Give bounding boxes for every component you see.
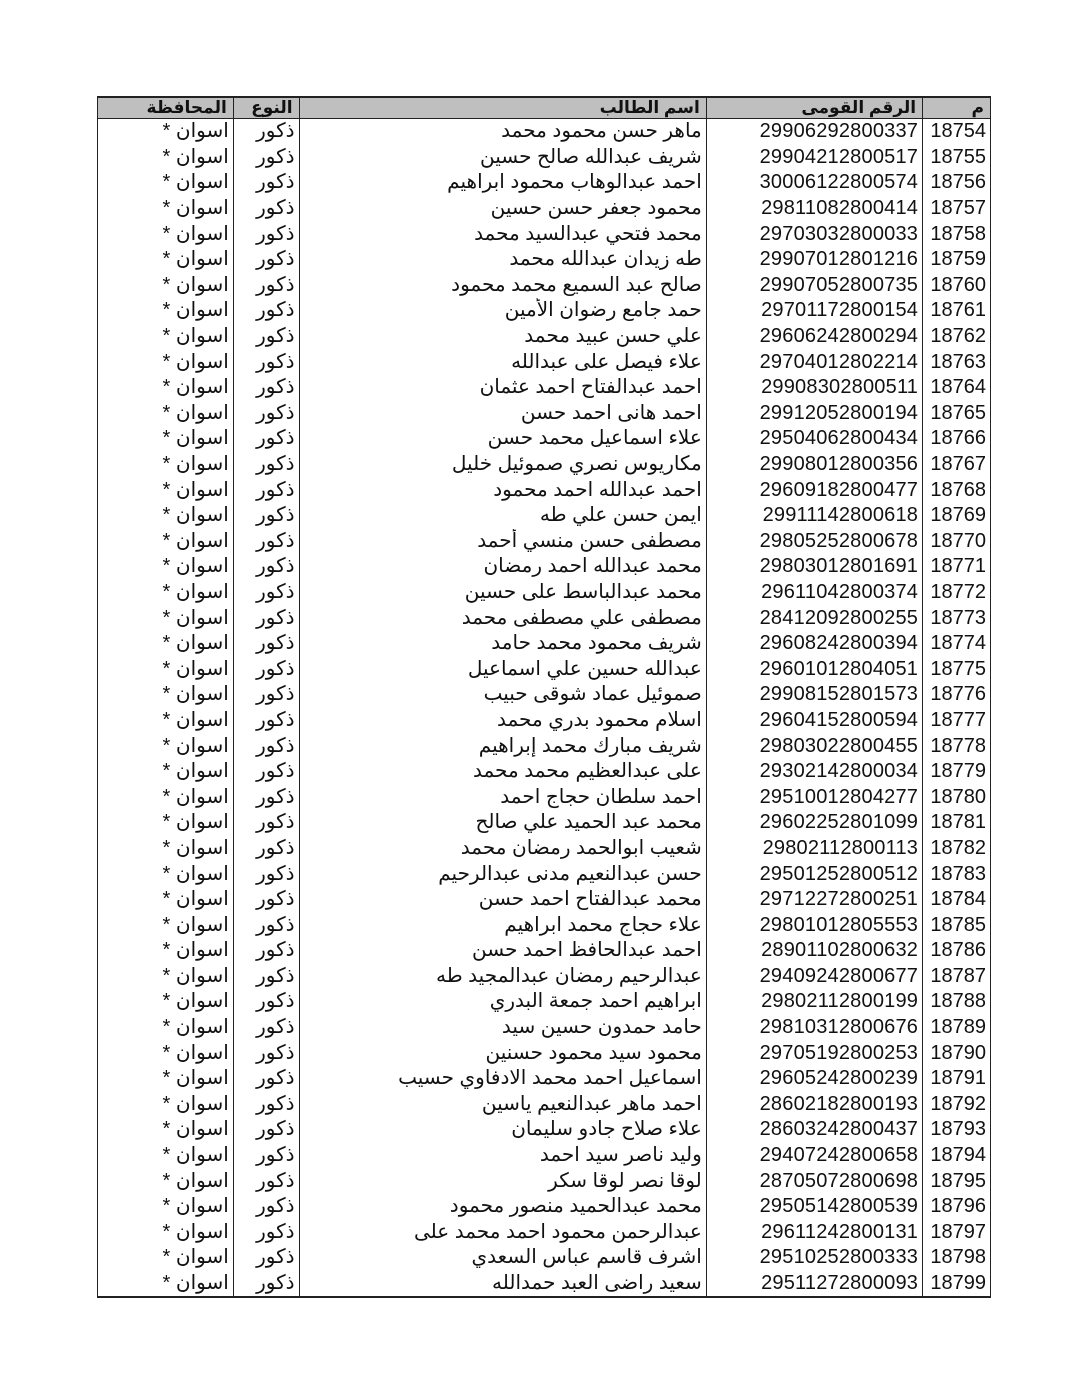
cell-num: 18796 — [923, 1194, 991, 1220]
cell-student-name: احمد عبدالوهاب محمود ابراهيم — [299, 170, 706, 196]
cell-governorate: اسوان * — [98, 221, 234, 247]
cell-gender: ذكور — [233, 221, 299, 247]
cell-national-id: 29801012805553 — [706, 912, 922, 938]
cell-num: 18773 — [923, 605, 991, 631]
cell-num: 18758 — [923, 221, 991, 247]
cell-governorate: اسوان * — [98, 298, 234, 324]
cell-governorate: اسوان * — [98, 836, 234, 862]
cell-student-name: علاء فيصل على عبدالله — [299, 349, 706, 375]
cell-national-id: 29510252800333 — [706, 1245, 922, 1271]
cell-student-name: احمد عبدالله احمد محمود — [299, 477, 706, 503]
cell-num: 18793 — [923, 1117, 991, 1143]
cell-student-name: علاء اسماعيل محمد حسن — [299, 426, 706, 452]
cell-governorate: اسوان * — [98, 324, 234, 350]
table-row — [98, 580, 991, 606]
cell-gender: ذكور — [233, 861, 299, 887]
table-row — [98, 964, 991, 990]
cell-gender: ذكور — [233, 170, 299, 196]
cell-national-id: 30006122800574 — [706, 170, 922, 196]
cell-national-id: 29505142800539 — [706, 1194, 922, 1220]
cell-gender: ذكور — [233, 529, 299, 555]
cell-national-id: 29907012801216 — [706, 247, 922, 273]
cell-governorate: اسوان * — [98, 477, 234, 503]
cell-governorate: اسوان * — [98, 375, 234, 401]
cell-gender: ذكور — [233, 426, 299, 452]
student-list-sheet — [97, 96, 991, 1298]
cell-national-id: 28602182800193 — [706, 1092, 922, 1118]
cell-governorate: اسوان * — [98, 759, 234, 785]
cell-governorate: اسوان * — [98, 1040, 234, 1066]
cell-num: 18795 — [923, 1168, 991, 1194]
table-row — [98, 529, 991, 555]
cell-gender: ذكور — [233, 580, 299, 606]
cell-national-id: 29803012801691 — [706, 554, 922, 580]
cell-governorate: اسوان * — [98, 656, 234, 682]
table-row — [98, 861, 991, 887]
cell-gender: ذكور — [233, 656, 299, 682]
cell-national-id: 29906292800337 — [706, 119, 922, 145]
cell-gender: ذكور — [233, 477, 299, 503]
table-row — [98, 426, 991, 452]
cell-student-name: مكاريوس نصري صموئيل خليل — [299, 452, 706, 478]
cell-national-id: 29802112800113 — [706, 836, 922, 862]
cell-gender: ذكور — [233, 938, 299, 964]
cell-governorate: اسوان * — [98, 196, 234, 222]
cell-national-id: 28412092800255 — [706, 605, 922, 631]
header-governorate: المحافظة — [98, 97, 234, 119]
table-row — [98, 119, 991, 145]
cell-num: 18783 — [923, 861, 991, 887]
cell-national-id: 29701172800154 — [706, 298, 922, 324]
cell-national-id: 28603242800437 — [706, 1117, 922, 1143]
cell-gender: ذكور — [233, 554, 299, 580]
cell-num: 18763 — [923, 349, 991, 375]
cell-governorate: اسوان * — [98, 708, 234, 734]
cell-gender: ذكور — [233, 273, 299, 299]
cell-gender: ذكور — [233, 708, 299, 734]
cell-national-id: 28705072800698 — [706, 1168, 922, 1194]
table-row — [98, 196, 991, 222]
cell-student-name: سعيد راضى العبد حمدالله — [299, 1271, 706, 1298]
cell-governorate: اسوان * — [98, 1194, 234, 1220]
header-student-name: اسم الطالب — [299, 97, 706, 119]
cell-student-name: شريف محمود محمد حامد — [299, 631, 706, 657]
cell-gender: ذكور — [233, 349, 299, 375]
table-row — [98, 1271, 991, 1298]
table-row — [98, 375, 991, 401]
cell-national-id: 29907052800735 — [706, 273, 922, 299]
cell-num: 18771 — [923, 554, 991, 580]
cell-governorate: اسوان * — [98, 580, 234, 606]
student-table — [97, 96, 991, 1298]
cell-gender: ذكور — [233, 196, 299, 222]
header-national-id: الرقم القومى — [706, 97, 922, 119]
cell-national-id: 29811082800414 — [706, 196, 922, 222]
cell-num: 18764 — [923, 375, 991, 401]
cell-national-id: 29611042800374 — [706, 580, 922, 606]
cell-num: 18766 — [923, 426, 991, 452]
cell-num: 18788 — [923, 989, 991, 1015]
cell-governorate: اسوان * — [98, 452, 234, 478]
cell-governorate: اسوان * — [98, 401, 234, 427]
cell-num: 18761 — [923, 298, 991, 324]
cell-gender: ذكور — [233, 759, 299, 785]
table-row — [98, 1092, 991, 1118]
cell-student-name: لوقا نصر لوقا سكر — [299, 1168, 706, 1194]
cell-gender: ذكور — [233, 964, 299, 990]
cell-national-id: 29803022800455 — [706, 733, 922, 759]
cell-gender: ذكور — [233, 784, 299, 810]
cell-governorate: اسوان * — [98, 349, 234, 375]
cell-national-id: 29703032800033 — [706, 221, 922, 247]
cell-national-id: 29908152801573 — [706, 682, 922, 708]
cell-governorate: اسوان * — [98, 887, 234, 913]
table-header-row — [98, 97, 991, 119]
table-row — [98, 1015, 991, 1041]
cell-national-id: 29908012800356 — [706, 452, 922, 478]
cell-governorate: اسوان * — [98, 145, 234, 171]
cell-national-id: 29911142800618 — [706, 503, 922, 529]
cell-gender: ذكور — [233, 1271, 299, 1298]
table-row — [98, 298, 991, 324]
cell-governorate: اسوان * — [98, 1066, 234, 1092]
table-row — [98, 324, 991, 350]
table-row — [98, 1066, 991, 1092]
cell-student-name: اسماعيل احمد محمد الادفاوي حسيب — [299, 1066, 706, 1092]
table-row — [98, 887, 991, 913]
cell-gender: ذكور — [233, 1040, 299, 1066]
cell-num: 18791 — [923, 1066, 991, 1092]
cell-gender: ذكور — [233, 324, 299, 350]
cell-gender: ذكور — [233, 452, 299, 478]
cell-num: 18782 — [923, 836, 991, 862]
cell-gender: ذكور — [233, 119, 299, 145]
table-row — [98, 1194, 991, 1220]
cell-num: 18778 — [923, 733, 991, 759]
cell-national-id: 29705192800253 — [706, 1040, 922, 1066]
cell-gender: ذكور — [233, 375, 299, 401]
cell-gender: ذكور — [233, 605, 299, 631]
cell-gender: ذكور — [233, 145, 299, 171]
cell-num: 18762 — [923, 324, 991, 350]
table-row — [98, 1143, 991, 1169]
cell-num: 18792 — [923, 1092, 991, 1118]
cell-national-id: 29510012804277 — [706, 784, 922, 810]
cell-student-name: احمد سلطان حجاج احمد — [299, 784, 706, 810]
table-row — [98, 1040, 991, 1066]
cell-student-name: احمد عبدالفتاح احمد عثمان — [299, 375, 706, 401]
table-row — [98, 349, 991, 375]
table-row — [98, 170, 991, 196]
cell-num: 18769 — [923, 503, 991, 529]
cell-gender: ذكور — [233, 733, 299, 759]
cell-governorate: اسوان * — [98, 912, 234, 938]
cell-governorate: اسوان * — [98, 119, 234, 145]
cell-student-name: مصطفى علي مصطفى محمد — [299, 605, 706, 631]
cell-national-id: 29302142800034 — [706, 759, 922, 785]
cell-num: 18765 — [923, 401, 991, 427]
cell-governorate: اسوان * — [98, 682, 234, 708]
cell-governorate: اسوان * — [98, 1245, 234, 1271]
cell-student-name: عبدالرحمن محمود احمد محمد على — [299, 1220, 706, 1246]
cell-governorate: اسوان * — [98, 273, 234, 299]
cell-num: 18781 — [923, 810, 991, 836]
table-body — [98, 119, 991, 1298]
cell-num: 18760 — [923, 273, 991, 299]
cell-student-name: حامد حمدون حسين سيد — [299, 1015, 706, 1041]
cell-gender: ذكور — [233, 298, 299, 324]
table-row — [98, 477, 991, 503]
cell-governorate: اسوان * — [98, 1168, 234, 1194]
cell-student-name: ايمن حسن علي طه — [299, 503, 706, 529]
cell-student-name: علاء حجاج محمد ابراهيم — [299, 912, 706, 938]
cell-governorate: اسوان * — [98, 605, 234, 631]
cell-national-id: 29606242800294 — [706, 324, 922, 350]
cell-num: 18784 — [923, 887, 991, 913]
cell-num: 18755 — [923, 145, 991, 171]
cell-student-name: محمد عبدالفتاح احمد حسن — [299, 887, 706, 913]
cell-student-name: محمد عبد الحميد علي صالح — [299, 810, 706, 836]
table-row — [98, 221, 991, 247]
cell-governorate: اسوان * — [98, 1092, 234, 1118]
cell-student-name: مصطفى حسن منسي أحمد — [299, 529, 706, 555]
cell-national-id: 29912052800194 — [706, 401, 922, 427]
cell-governorate: اسوان * — [98, 964, 234, 990]
cell-national-id: 29908302800511 — [706, 375, 922, 401]
table-row — [98, 247, 991, 273]
table-row — [98, 145, 991, 171]
cell-student-name: حمد جامع رضوان الأمين — [299, 298, 706, 324]
cell-national-id: 29604152800594 — [706, 708, 922, 734]
cell-national-id: 29602252801099 — [706, 810, 922, 836]
cell-governorate: اسوان * — [98, 503, 234, 529]
cell-governorate: اسوان * — [98, 784, 234, 810]
cell-student-name: اسلام محمود بدري محمد — [299, 708, 706, 734]
cell-governorate: اسوان * — [98, 1015, 234, 1041]
cell-student-name: محمد عبدالله احمد رمضان — [299, 554, 706, 580]
cell-student-name: علاء صلاح جادو سليمان — [299, 1117, 706, 1143]
cell-student-name: عبدالله حسين علي اسماعيل — [299, 656, 706, 682]
cell-national-id: 29802112800199 — [706, 989, 922, 1015]
cell-num: 18786 — [923, 938, 991, 964]
cell-governorate: اسوان * — [98, 989, 234, 1015]
cell-governorate: اسوان * — [98, 733, 234, 759]
cell-student-name: محمد عبدالباسط على حسين — [299, 580, 706, 606]
cell-student-name: شريف مبارك محمد إبراهيم — [299, 733, 706, 759]
cell-num: 18770 — [923, 529, 991, 555]
cell-student-name: ابراهيم احمد جمعة البدري — [299, 989, 706, 1015]
table-row — [98, 836, 991, 862]
cell-gender: ذكور — [233, 1220, 299, 1246]
cell-student-name: صالح عبد السميع محمد محمود — [299, 273, 706, 299]
cell-gender: ذكور — [233, 682, 299, 708]
cell-governorate: اسوان * — [98, 170, 234, 196]
cell-num: 18776 — [923, 682, 991, 708]
cell-governorate: اسوان * — [98, 810, 234, 836]
cell-governorate: اسوان * — [98, 529, 234, 555]
cell-num: 18779 — [923, 759, 991, 785]
cell-student-name: على عبدالعظيم محمد محمد — [299, 759, 706, 785]
cell-national-id: 29608242800394 — [706, 631, 922, 657]
cell-gender: ذكور — [233, 1168, 299, 1194]
cell-num: 18759 — [923, 247, 991, 273]
table-row — [98, 1245, 991, 1271]
cell-governorate: اسوان * — [98, 426, 234, 452]
cell-national-id: 28901102800632 — [706, 938, 922, 964]
table-row — [98, 631, 991, 657]
table-row — [98, 1220, 991, 1246]
cell-student-name: احمد هانى احمد حسن — [299, 401, 706, 427]
cell-national-id: 29407242800658 — [706, 1143, 922, 1169]
table-row — [98, 810, 991, 836]
cell-student-name: احمد عبدالحافظ احمد حسن — [299, 938, 706, 964]
cell-num: 18797 — [923, 1220, 991, 1246]
cell-num: 18780 — [923, 784, 991, 810]
cell-student-name: محمد فتحي عبدالسيد محمد — [299, 221, 706, 247]
cell-num: 18767 — [923, 452, 991, 478]
cell-national-id: 29712272800251 — [706, 887, 922, 913]
table-row — [98, 759, 991, 785]
cell-num: 18756 — [923, 170, 991, 196]
table-row — [98, 682, 991, 708]
cell-num: 18787 — [923, 964, 991, 990]
cell-governorate: اسوان * — [98, 1143, 234, 1169]
cell-national-id: 29511272800093 — [706, 1271, 922, 1298]
cell-num: 18785 — [923, 912, 991, 938]
table-row — [98, 503, 991, 529]
cell-gender: ذكور — [233, 912, 299, 938]
cell-gender: ذكور — [233, 836, 299, 862]
cell-governorate: اسوان * — [98, 247, 234, 273]
table-row — [98, 784, 991, 810]
table-row — [98, 1117, 991, 1143]
cell-num: 18775 — [923, 656, 991, 682]
cell-student-name: شعيب ابوالحمد رمضان محمد — [299, 836, 706, 862]
cell-gender: ذكور — [233, 247, 299, 273]
cell-gender: ذكور — [233, 401, 299, 427]
table-row — [98, 452, 991, 478]
cell-student-name: حسن عبدالنعيم مدنى عبدالرحيم — [299, 861, 706, 887]
cell-governorate: اسوان * — [98, 1220, 234, 1246]
cell-student-name: طه زيدان عبدالله محمد — [299, 247, 706, 273]
cell-student-name: اشرف قاسم عباس السعدي — [299, 1245, 706, 1271]
cell-student-name: صموئيل عماد شوقى حبيب — [299, 682, 706, 708]
cell-gender: ذكور — [233, 1194, 299, 1220]
table-row — [98, 912, 991, 938]
cell-num: 18798 — [923, 1245, 991, 1271]
cell-num: 18754 — [923, 119, 991, 145]
cell-student-name: احمد ماهر عبدالنعيم ياسين — [299, 1092, 706, 1118]
cell-student-name: محمود سيد محمود حسنين — [299, 1040, 706, 1066]
cell-governorate: اسوان * — [98, 554, 234, 580]
cell-governorate: اسوان * — [98, 1117, 234, 1143]
cell-governorate: اسوان * — [98, 631, 234, 657]
cell-governorate: اسوان * — [98, 938, 234, 964]
table-row — [98, 554, 991, 580]
cell-gender: ذكور — [233, 1117, 299, 1143]
header-num: م — [923, 97, 991, 119]
cell-student-name: ماهر حسن محمود محمد — [299, 119, 706, 145]
cell-national-id: 29409242800677 — [706, 964, 922, 990]
cell-student-name: محمود جعفر حسن حسين — [299, 196, 706, 222]
cell-num: 18799 — [923, 1271, 991, 1298]
cell-gender: ذكور — [233, 1245, 299, 1271]
cell-gender: ذكور — [233, 1015, 299, 1041]
table-row — [98, 938, 991, 964]
cell-gender: ذكور — [233, 503, 299, 529]
cell-gender: ذكور — [233, 1143, 299, 1169]
cell-num: 18768 — [923, 477, 991, 503]
cell-num: 18794 — [923, 1143, 991, 1169]
cell-national-id: 29611242800131 — [706, 1220, 922, 1246]
cell-national-id: 29810312800676 — [706, 1015, 922, 1041]
cell-student-name: وليد ناصر سيد احمد — [299, 1143, 706, 1169]
cell-num: 18789 — [923, 1015, 991, 1041]
cell-national-id: 29504062800434 — [706, 426, 922, 452]
cell-governorate: اسوان * — [98, 861, 234, 887]
cell-gender: ذكور — [233, 887, 299, 913]
table-row — [98, 605, 991, 631]
cell-num: 18777 — [923, 708, 991, 734]
cell-num: 18757 — [923, 196, 991, 222]
table-row — [98, 273, 991, 299]
cell-gender: ذكور — [233, 989, 299, 1015]
table-row — [98, 1168, 991, 1194]
cell-gender: ذكور — [233, 810, 299, 836]
cell-national-id: 29501252800512 — [706, 861, 922, 887]
cell-national-id: 29609182800477 — [706, 477, 922, 503]
table-row — [98, 401, 991, 427]
cell-num: 18790 — [923, 1040, 991, 1066]
cell-national-id: 29601012804051 — [706, 656, 922, 682]
table-row — [98, 656, 991, 682]
cell-national-id: 29904212800517 — [706, 145, 922, 171]
cell-num: 18774 — [923, 631, 991, 657]
table-row — [98, 989, 991, 1015]
cell-student-name: علي حسن عبيد محمد — [299, 324, 706, 350]
header-gender: النوع — [233, 97, 299, 119]
cell-gender: ذكور — [233, 631, 299, 657]
cell-gender: ذكور — [233, 1066, 299, 1092]
cell-student-name: عبدالرحيم رمضان عبدالمجيد طه — [299, 964, 706, 990]
cell-num: 18772 — [923, 580, 991, 606]
cell-national-id: 29704012802214 — [706, 349, 922, 375]
cell-national-id: 29605242800239 — [706, 1066, 922, 1092]
cell-gender: ذكور — [233, 1092, 299, 1118]
cell-student-name: محمد عبدالحميد منصور محمود — [299, 1194, 706, 1220]
table-row — [98, 708, 991, 734]
cell-national-id: 29805252800678 — [706, 529, 922, 555]
cell-governorate: اسوان * — [98, 1271, 234, 1298]
cell-student-name: شريف عبدالله صالح حسين — [299, 145, 706, 171]
table-row — [98, 733, 991, 759]
